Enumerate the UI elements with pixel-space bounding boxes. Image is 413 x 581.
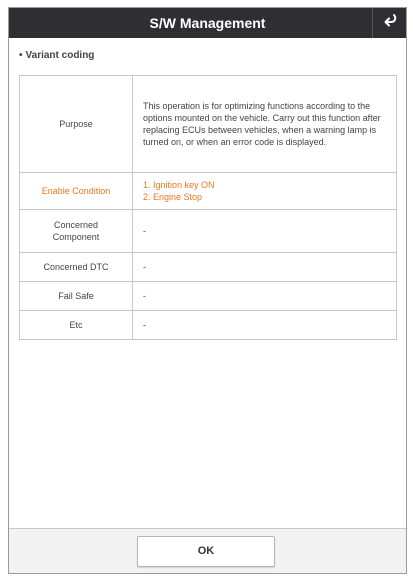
row-label-purpose: Purpose [20, 76, 133, 173]
sw-management-dialog [8, 7, 407, 574]
enable-condition-line-2: 2. Engine Stop [143, 192, 203, 202]
title-bar [9, 8, 406, 38]
section-bullet: • [19, 50, 23, 61]
row-value-concerned-dtc: - [133, 253, 397, 282]
table-row-concerned-component [20, 210, 397, 253]
window-title: S/W Management [149, 15, 266, 31]
enable-condition-line-1: 1. Ignition key ON [143, 180, 215, 190]
row-label-fail-safe: Fail Safe [20, 282, 133, 311]
table-row-concerned-dtc [20, 253, 397, 282]
row-value-purpose: This operation is for optimizing functions according to the options mounted on the vehicle. Carry out this function after replacing ECUs between vehicles, when a warning lamp is turned on, or when an error code is displayed. [133, 76, 397, 173]
ok-button[interactable]: OK [137, 536, 275, 567]
table-row-etc [20, 311, 397, 340]
dialog-footer [9, 528, 406, 573]
table-row-fail-safe [20, 282, 397, 311]
info-table [19, 75, 397, 340]
table-row-enable-condition [20, 173, 397, 210]
row-value-concerned-component: - [133, 210, 397, 253]
section-title-text: Variant coding [25, 50, 95, 61]
content-area [9, 38, 406, 530]
row-value-enable-condition [133, 173, 397, 210]
row-label-concerned-component [20, 210, 133, 253]
back-button[interactable] [372, 8, 406, 38]
section-title [19, 50, 94, 61]
concerned-component-line-2: Component [52, 232, 100, 242]
row-value-fail-safe: - [133, 282, 397, 311]
return-arrow-icon [382, 13, 398, 34]
row-label-enable-condition: Enable Condition [20, 173, 133, 210]
row-label-concerned-dtc: Concerned DTC [20, 253, 133, 282]
table-row-purpose [20, 76, 397, 173]
row-value-etc: - [133, 311, 397, 340]
concerned-component-line-1: Concerned [53, 220, 99, 230]
row-label-etc: Etc [20, 311, 133, 340]
